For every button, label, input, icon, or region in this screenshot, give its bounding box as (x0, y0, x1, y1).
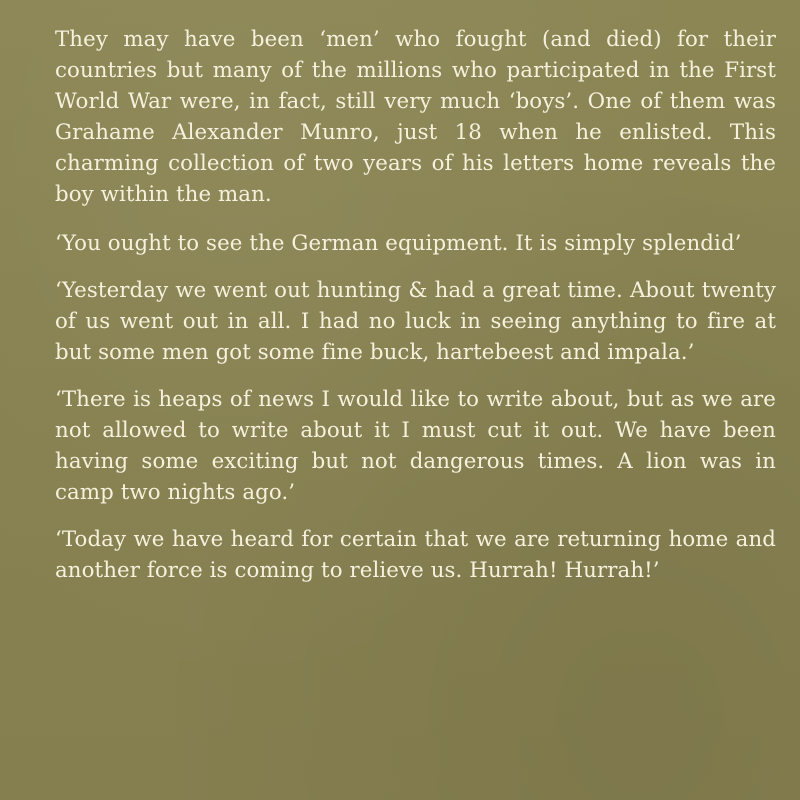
letter-quote-news: ‘There is heaps of news I would like to write about, but as we are not allowed to write about it I must cut it out. We have been having some exciting but not dangerous times. A lion was in camp two nights ago.’ (55, 387, 776, 505)
letter-quote-returning-home: ‘Today we have heard for certain that we are returning home and another force is coming to relieve us. Hurrah! Hurrah!’ (55, 527, 776, 583)
letter-quote-equipment: ‘You ought to see the German equipment. It is simply splendid’ (55, 231, 742, 256)
intro-paragraph: They may have been ‘men’ who fought (and died) for their countries but many of the millions who participated in the First World War were, in fact, still very much ‘boys’. One of them was Grahame Alexander Munro, just 18 when he enlisted. This charming collection of two years of his letters home reveals the boy within the man. (55, 27, 776, 207)
letter-quote-hunting: ‘Yesterday we went out hunting & had a great time. About twenty of us went out in all. I had no luck in seeing anything to fire at but some men got some fine buck, hartebeest and impala.’ (55, 278, 776, 365)
